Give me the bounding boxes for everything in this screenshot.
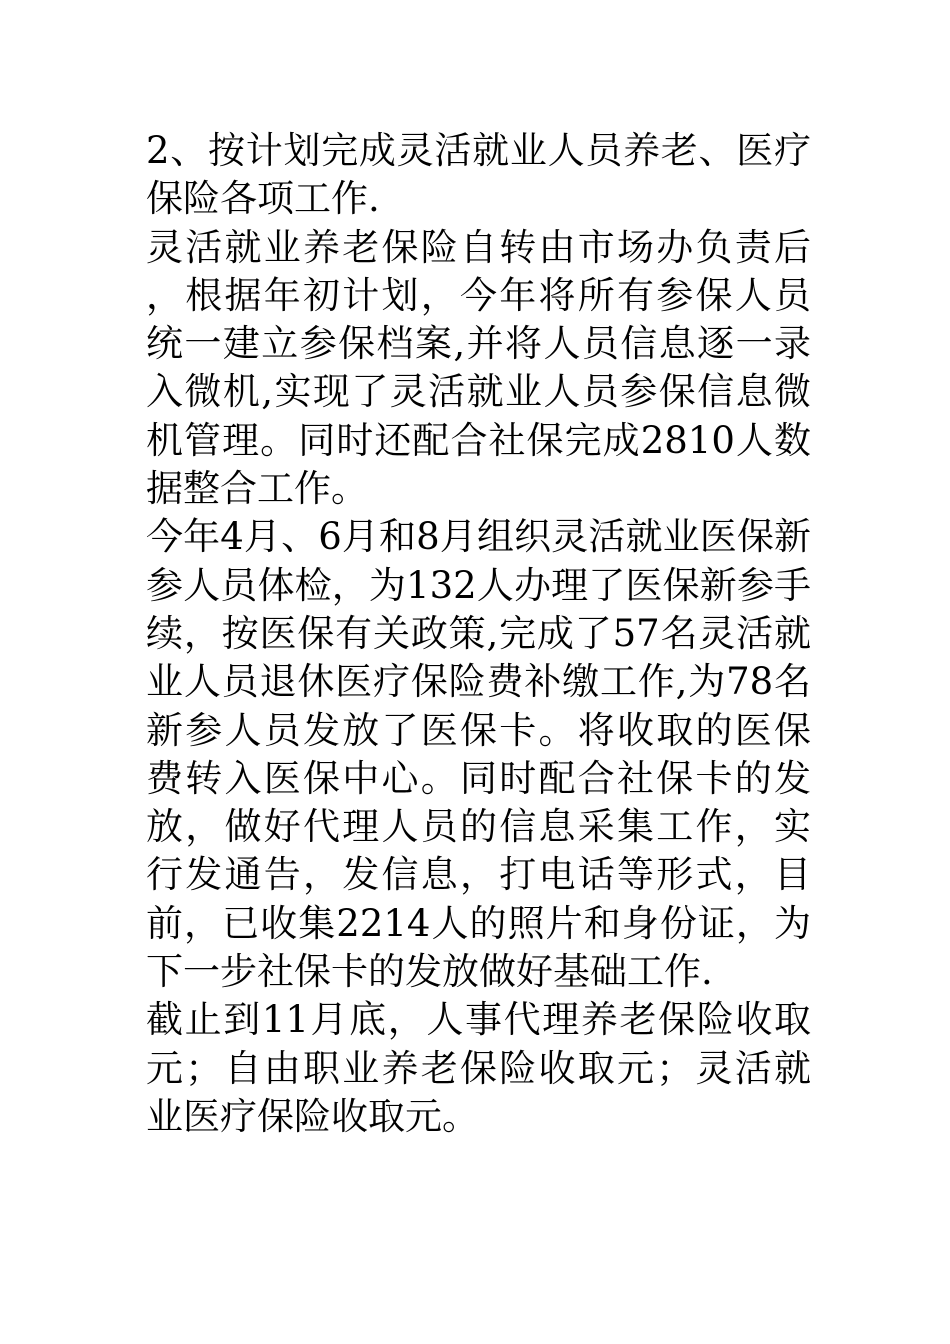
paragraph-collection-summary: 截止到11月底，人事代理养老保险收取元；自由职业养老保险收取元；灵活就业医疗保险收取元。 — [146, 998, 811, 1138]
paragraph-pension-archive: 灵活就业养老保险自转由市场办负责后，根据年初计划，今年将所有参保人员统一建立参保档案,并将人员信息逐一录入微机,实现了灵活就业人员参保信息微机管理。同时还配合社保完成2810人数据整合工作。 — [146, 225, 811, 511]
paragraph-medical-insurance: 今年4月、6月和8月组织灵活就业医保新参人员体检，为132人办理了医保新参手续，按医保有关政策,完成了57名灵活就业人员退休医疗保险费补缴工作,为78名新参人员发放了医保卡。将收取的医保费转入医保中心。同时配合社保卡的发放，做好代理人员的信息采集工作，实行发通告，发信息，打电话等形式，目前，已收集2214人的照片和身份证，为下一步社保卡的发放做好基础工作. — [146, 515, 811, 994]
paragraph-heading: 2、按计划完成灵活就业人员养老、医疗保险各项工作. — [146, 129, 811, 221]
document-body — [146, 127, 811, 1141]
